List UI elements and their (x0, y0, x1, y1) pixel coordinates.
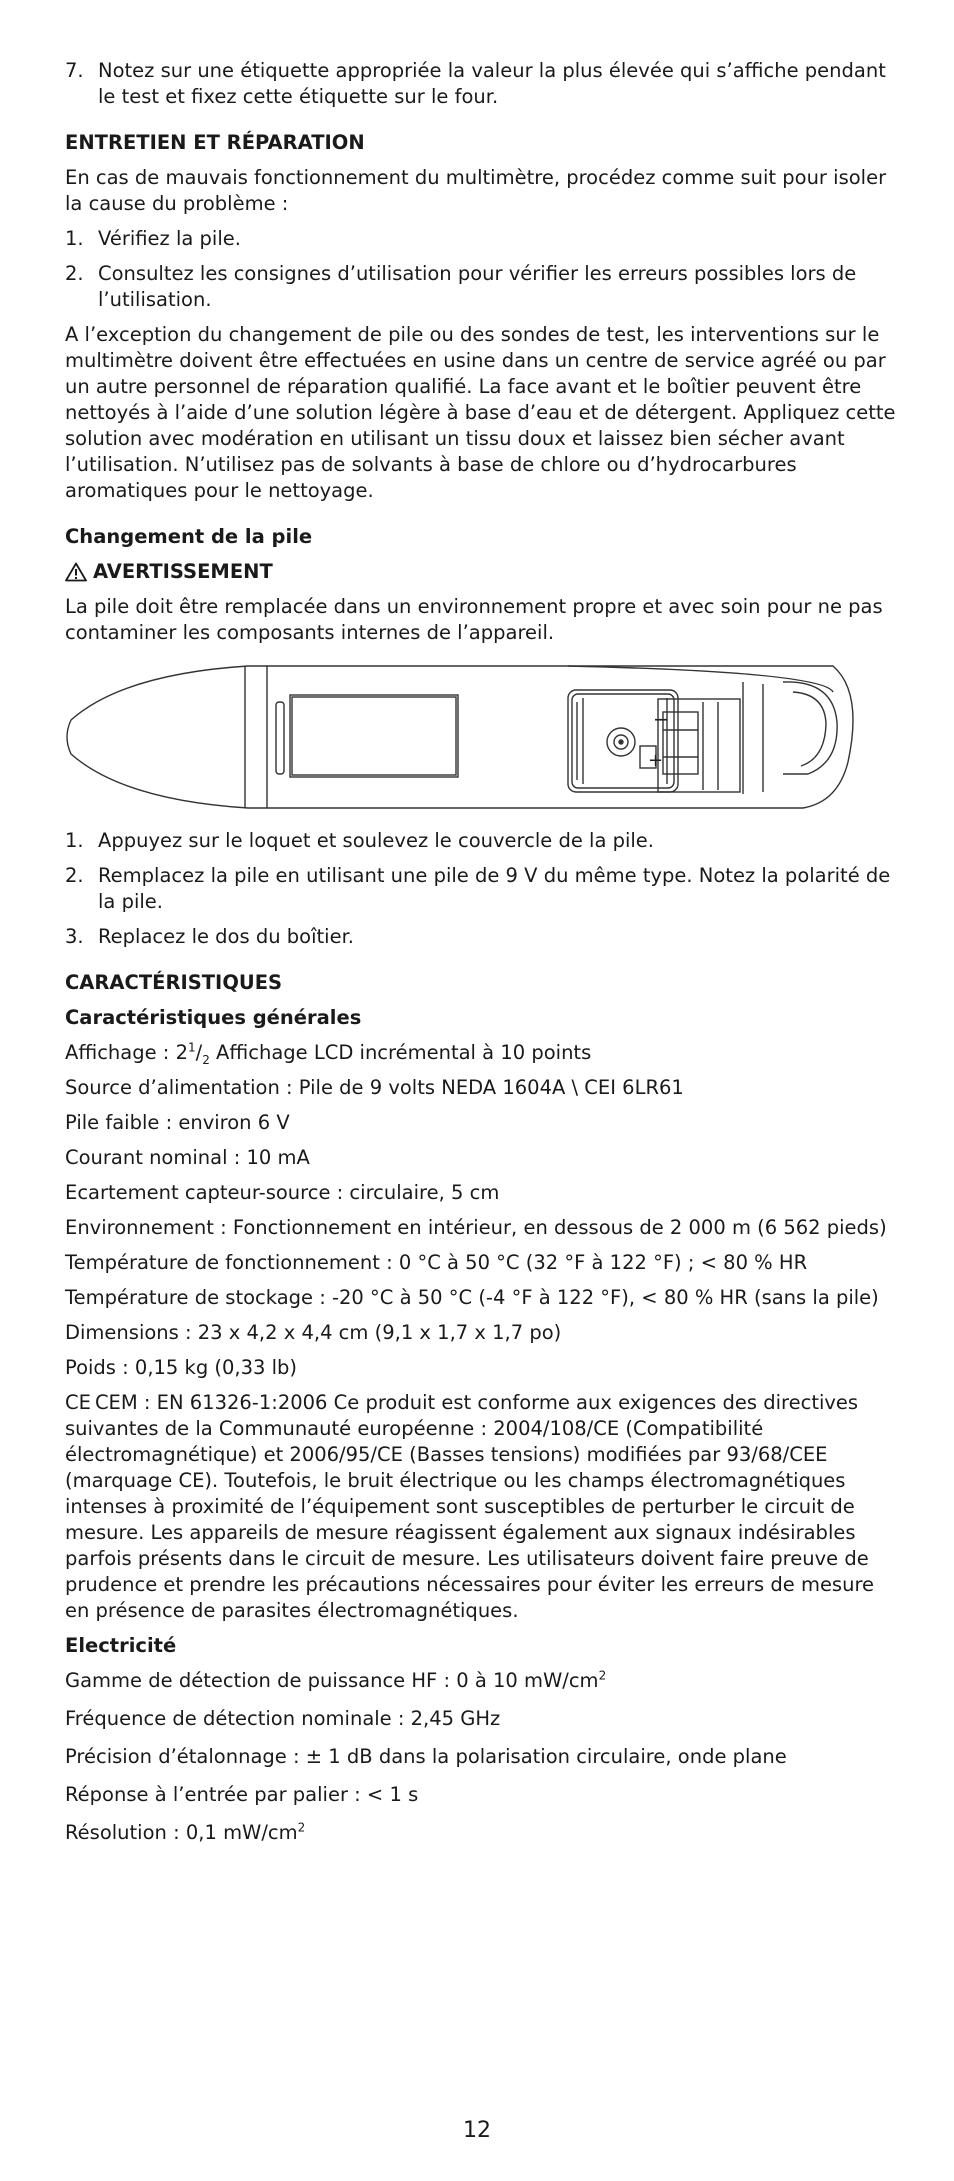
elec-range-sup: 2 (598, 1668, 607, 1683)
list-item (65, 863, 901, 915)
spec-item: Environnement : Fonctionnement en intérieur, en dessous de 2 000 m (6 562 pieds) (65, 1216, 887, 1239)
spec-item: Courant nominal : 10 mA (65, 1146, 310, 1169)
elec-resolution (65, 1820, 901, 1846)
elec-resolution-sup: 2 (297, 1820, 306, 1835)
list-text: Vérifiez la pile. (98, 227, 241, 250)
spec-display-sup: 1 (187, 1040, 196, 1055)
list-item (65, 261, 901, 313)
list-number: 2. (65, 864, 84, 887)
warning-label: AVERTISSEMENT (93, 560, 273, 583)
spec-display-sub: 2 (202, 1052, 210, 1067)
section-heading-maintenance: ENTRETIEN ET RÉPARATION (65, 131, 365, 154)
ce-mark: CE (65, 1391, 91, 1414)
battery-steps (65, 828, 901, 950)
elec-response: Réponse à l’entrée par palier : < 1 s (65, 1783, 419, 1806)
ce-compliance (65, 1390, 901, 1624)
list-text: Appuyez sur le loquet et soulevez le couvercle de la pile. (98, 829, 655, 852)
list-item (65, 58, 901, 110)
section-heading-specs: CARACTÉRISTIQUES (65, 971, 283, 994)
ce-text: CEM : EN 61326-1:2006 Ce produit est conforme aux exigences des directives suivantes de la Communauté européenne : 2004/108/CE (Compatibilité électromagnétique) et 2006/95/CE (Basses tensions) modifiées par 93/68/CEE (marquage CE). Toutefois, le bruit électrique ou les champs électromagnétiques intenses à proximité de l’équipement sont susceptibles de perturber le circuit de mesure. Les appareils de mesure réagissent également aux signaux indésirables parfois présents dans le circuit de mesure. Les utilisateurs doivent faire preuve de prudence et prendre les précautions nécessaires pour éviter les erreurs de mesure en présence de parasites électromagnétiques. (65, 1391, 875, 1622)
spec-item: Température de stockage : -20 °C à 50 °C (-4 °F à 122 °F), < 80 % HR (sans la pile) (65, 1286, 879, 1309)
page-number: 12 (463, 2118, 491, 2143)
elec-range-text: Gamme de détection de puissance HF : 0 à 10 mW/cm (65, 1669, 599, 1692)
maintenance-paragraph: A l’exception du changement de pile ou des sondes de test, les interventions sur le multimètre doivent être effectuées en usine dans un centre de service agréé ou par un autre personnel de réparation qualifié. La face avant et le boîtier peuvent être nettoyés à l’aide d’une solution légère à base d’eau et de détergent. Appliquez cette solution avec modération en utilisant un tissu doux et laissez bien sécher avant l’utilisation. N’utilisez pas de solvants à base de chlore ou d’hydrocarbures aromatiques pour le nettoyage. (65, 323, 896, 502)
list-item (65, 924, 901, 950)
list-text: Consultez les consignes d’utilisation pour vérifier les erreurs possibles lors de l’utilisation. (98, 262, 857, 311)
subsection-heading-electricity: Electricité (65, 1634, 177, 1657)
spec-display-suffix: Affichage LCD incrémental à 10 points (209, 1041, 592, 1064)
warning-triangle-icon (65, 562, 87, 582)
spec-item: Ecartement capteur-source : circulaire, 5 cm (65, 1181, 500, 1204)
list-number: 1. (65, 829, 84, 852)
spec-item: Source d’alimentation : Pile de 9 volts NEDA 1604A \ CEI 6LR61 (65, 1076, 684, 1099)
list-number: 7. (65, 59, 84, 82)
list-number: 2. (65, 262, 84, 285)
manual-page (65, 58, 901, 1858)
elec-frequency: Fréquence de détection nominale : 2,45 GHz (65, 1707, 501, 1730)
subsection-heading-general: Caractéristiques générales (65, 1006, 362, 1029)
step-list-test (65, 58, 901, 110)
spec-display (65, 1040, 901, 1066)
list-text: Remplacez la pile en utilisant une pile de 9 V du même type. Notez la polarité de la pile. (98, 864, 891, 913)
figure-plus-label: + (648, 750, 664, 771)
spec-item: Dimensions : 23 x 4,2 x 4,4 cm (9,1 x 1,7 x 1,7 po) (65, 1321, 562, 1344)
list-item (65, 226, 901, 252)
elec-accuracy: Précision d’étalonnage : ± 1 dB dans la polarisation circulaire, onde plane (65, 1745, 787, 1768)
elec-resolution-text: Résolution : 0,1 mW/cm (65, 1821, 298, 1844)
battery-compartment-illustration (63, 662, 901, 812)
spec-display-slash: / (195, 1041, 203, 1064)
maintenance-intro: En cas de mauvais fonctionnement du multimètre, procédez comme suit pour isoler la cause du problème : (65, 166, 887, 215)
list-number: 1. (65, 227, 84, 250)
list-text: Notez sur une étiquette appropriée la valeur la plus élevée qui s’affiche pendant le test et fixez cette étiquette sur le four. (98, 59, 886, 108)
spec-display-prefix: Affichage : 2 (65, 1041, 188, 1064)
subsection-heading-battery: Changement de la pile (65, 525, 313, 548)
meter-back-drawing (63, 662, 863, 812)
elec-range (65, 1668, 901, 1694)
list-number: 3. (65, 925, 84, 948)
figure-minus-label: − (653, 707, 670, 731)
spec-item: Poids : 0,15 kg (0,33 lb) (65, 1356, 298, 1379)
spec-item: Pile faible : environ 6 V (65, 1111, 290, 1134)
list-text: Replacez le dos du boîtier. (98, 925, 354, 948)
warning-heading (65, 559, 901, 585)
warning-text: La pile doit être remplacée dans un environnement propre et avec soin pour ne pas contaminer les composants internes de l’appareil. (65, 595, 883, 644)
spec-item: Température de fonctionnement : 0 °C à 50 °C (32 °F à 122 °F) ; < 80 % HR (65, 1251, 808, 1274)
list-item (65, 828, 901, 854)
maintenance-steps (65, 226, 901, 313)
